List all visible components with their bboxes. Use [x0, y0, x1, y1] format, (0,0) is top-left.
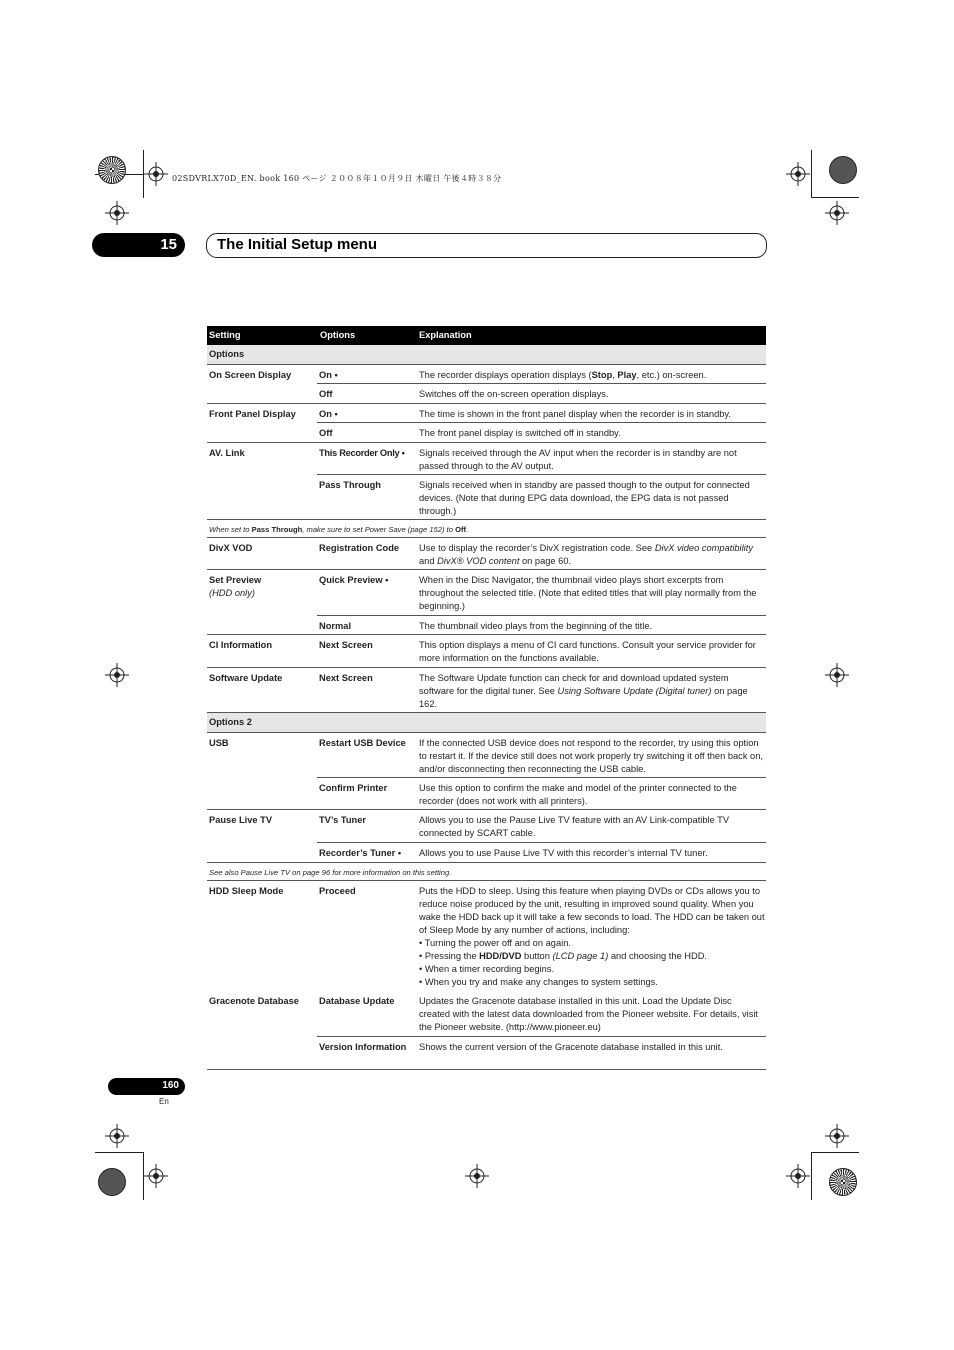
- registration-mark-icon: [144, 1164, 168, 1188]
- column-header-setting: Setting: [209, 330, 241, 340]
- table-row: [207, 404, 766, 423]
- option-explanation: If the connected USB device does not respond to the recorder, try using this option to restart it. If the device still does not work properly try switching it off then back on, and/or disconnecting then reconnecting the USB cable.: [419, 738, 763, 774]
- registration-mark-icon: [105, 663, 129, 687]
- table-row: [207, 443, 766, 475]
- registration-mark-icon: [105, 1124, 129, 1148]
- table-row: [207, 475, 766, 520]
- table-row: [207, 1037, 766, 1070]
- option-explanation: Signals received when in standby are passed though to the output for connected devices. (Note that during EPG data download, the EPG data is not passed through.): [419, 480, 750, 516]
- setting-name: CI Information: [209, 640, 273, 650]
- option-name: Next Screen: [319, 673, 373, 683]
- table-row: [207, 778, 766, 810]
- option-explanation: The Software Update function can check for and download updated system software for the digital tuner. See Using Software Update (Digital tuner) on page 162.: [419, 673, 748, 709]
- setting-name: Gracenote Database: [209, 996, 299, 1006]
- registration-star-icon: [829, 156, 857, 184]
- option-explanation: Allows you to use Pause Live TV with this recorder’s internal TV tuner.: [419, 848, 708, 858]
- option-name: This Recorder Only •: [319, 448, 405, 458]
- setting-name: AV. Link: [209, 448, 245, 458]
- option-explanation: Signals received through the AV input when the recorder is in standby are not passed through to the AV output.: [419, 448, 737, 471]
- option-explanation: Puts the HDD to sleep. Using this feature when playing DVDs or CDs allows you to reduce noise produced by the unit, resulting in improved sound quality. When you wake the HDD back up it will take a few seconds to load. The HDD can be taken out of Sleep Mode by any number of actions, including: • Turning the power off and on again. • Pressing the HDD/DVD button (LCD page 1) and choosing the HDD. • When a timer recording begins. • When you try and make any changes to system settings.: [419, 886, 765, 987]
- table-row: [207, 881, 766, 991]
- table-row: [207, 616, 766, 635]
- option-explanation: Allows you to use the Pause Live TV feature with an AV Link-compatible TV connected by SCART cable.: [419, 815, 730, 838]
- option-name: Pass Through: [319, 480, 381, 490]
- table-row: [207, 733, 766, 778]
- setting-name: USB: [209, 738, 229, 748]
- option-explanation: When in the Disc Navigator, the thumbnail video plays short excerpts from throughout the selected title. (Note that edited titles that will play normally from the beginning.): [419, 575, 757, 611]
- registration-star-icon: [829, 1168, 857, 1196]
- registration-mark-icon: [825, 663, 849, 687]
- option-name: On •: [319, 409, 338, 419]
- print-info-line: 02SDVRLX70D_EN. book 160 ページ ２００８年１０月９日 木曜日 午後４時３８分: [172, 174, 502, 183]
- option-name: Off: [319, 428, 333, 438]
- chapter-title-bar: [206, 233, 767, 258]
- option-name: Confirm Printer: [319, 783, 388, 793]
- page-language: En: [159, 1097, 169, 1106]
- table-row: [207, 538, 766, 570]
- option-explanation: Shows the current version of the Gracenote database installed in this unit.: [419, 1042, 723, 1052]
- setting-name: Set Preview (HDD only): [209, 575, 262, 598]
- setting-name: HDD Sleep Mode: [209, 886, 284, 896]
- setting-name: DivX VOD: [209, 543, 253, 553]
- option-explanation: The recorder displays operation displays (Stop, Play, etc.) on-screen.: [419, 370, 707, 380]
- option-explanation: The time is shown in the front panel display when the recorder is in standby.: [419, 409, 731, 419]
- option-name: Quick Preview •: [319, 575, 389, 585]
- section-header-options: Options: [207, 345, 766, 365]
- registration-mark-icon: [465, 1164, 489, 1188]
- option-explanation: Switches off the on-screen operation displays.: [419, 389, 609, 399]
- setting-name: Software Update: [209, 673, 283, 683]
- option-name: Version Information: [319, 1042, 407, 1052]
- table-note: When set to Pass Through, make sure to set Power Save (page 152) to Off.: [207, 520, 766, 538]
- column-header-options: Options: [320, 330, 356, 340]
- option-name: Off: [319, 389, 333, 399]
- registration-mark-icon: [105, 201, 129, 225]
- table-row: [207, 384, 766, 404]
- page-number-badge: [108, 1078, 185, 1095]
- option-name: Next Screen: [319, 640, 373, 650]
- option-explanation: This option displays a menu of CI card functions. Consult your service provider for more information on the functions available.: [419, 640, 756, 663]
- registration-mark-icon: [786, 162, 810, 186]
- section-header-options-2: Options 2: [207, 712, 766, 733]
- settings-table: [207, 326, 766, 1070]
- option-name: Registration Code: [319, 543, 400, 553]
- option-name: On •: [319, 370, 338, 380]
- table-row: [207, 423, 766, 443]
- registration-mark-icon: [825, 201, 849, 225]
- table-row: [207, 991, 766, 1037]
- registration-mark-icon: [144, 162, 168, 186]
- option-explanation: Updates the Gracenote database installed in this unit. Load the Update Disc created with the latest data downloaded from the Pioneer website. For details, visit the Pioneer website. (http://www.pioneer.eu): [419, 996, 759, 1032]
- page-number: 160: [162, 1080, 179, 1091]
- option-name: TV’s Tuner: [319, 815, 367, 825]
- option-name: Recorder’s Tuner •: [319, 848, 402, 858]
- page-title: The Initial Setup menu: [217, 236, 378, 253]
- table-row: [207, 843, 766, 863]
- table-header-row: [207, 326, 766, 345]
- setting-name: On Screen Display: [209, 370, 292, 380]
- option-name: Proceed: [319, 886, 356, 896]
- registration-star-icon: [98, 1168, 126, 1196]
- option-explanation: Use this option to confirm the make and model of the printer connected to the recorder (does not work with all printers).: [419, 783, 737, 806]
- table-note: See also Pause Live TV on page 96 for more information on this setting.: [207, 863, 766, 881]
- option-name: Restart USB Device: [319, 738, 406, 748]
- registration-star-icon: [98, 156, 126, 184]
- option-name: Normal: [319, 621, 352, 631]
- chapter-number: 15: [160, 236, 177, 253]
- registration-mark-icon: [825, 1124, 849, 1148]
- option-explanation: The front panel display is switched off in standby.: [419, 428, 621, 438]
- option-explanation: The thumbnail video plays from the beginning of the title.: [419, 621, 653, 631]
- table-row: [207, 810, 766, 843]
- setting-name: Front Panel Display: [209, 409, 296, 419]
- setting-name: Pause Live TV: [209, 815, 273, 825]
- column-header-explanation: Explanation: [419, 330, 472, 340]
- registration-mark-icon: [786, 1164, 810, 1188]
- table-row: [207, 635, 766, 668]
- table-row: [207, 570, 766, 616]
- table-row: [207, 668, 766, 712]
- table-row: [207, 365, 766, 384]
- chapter-badge: [92, 233, 185, 257]
- option-explanation: Use to display the recorder’s DivX registration code. See DivX video compatibility and DivX® VOD content on page 60.: [419, 543, 753, 566]
- option-name: Database Update: [319, 996, 395, 1006]
